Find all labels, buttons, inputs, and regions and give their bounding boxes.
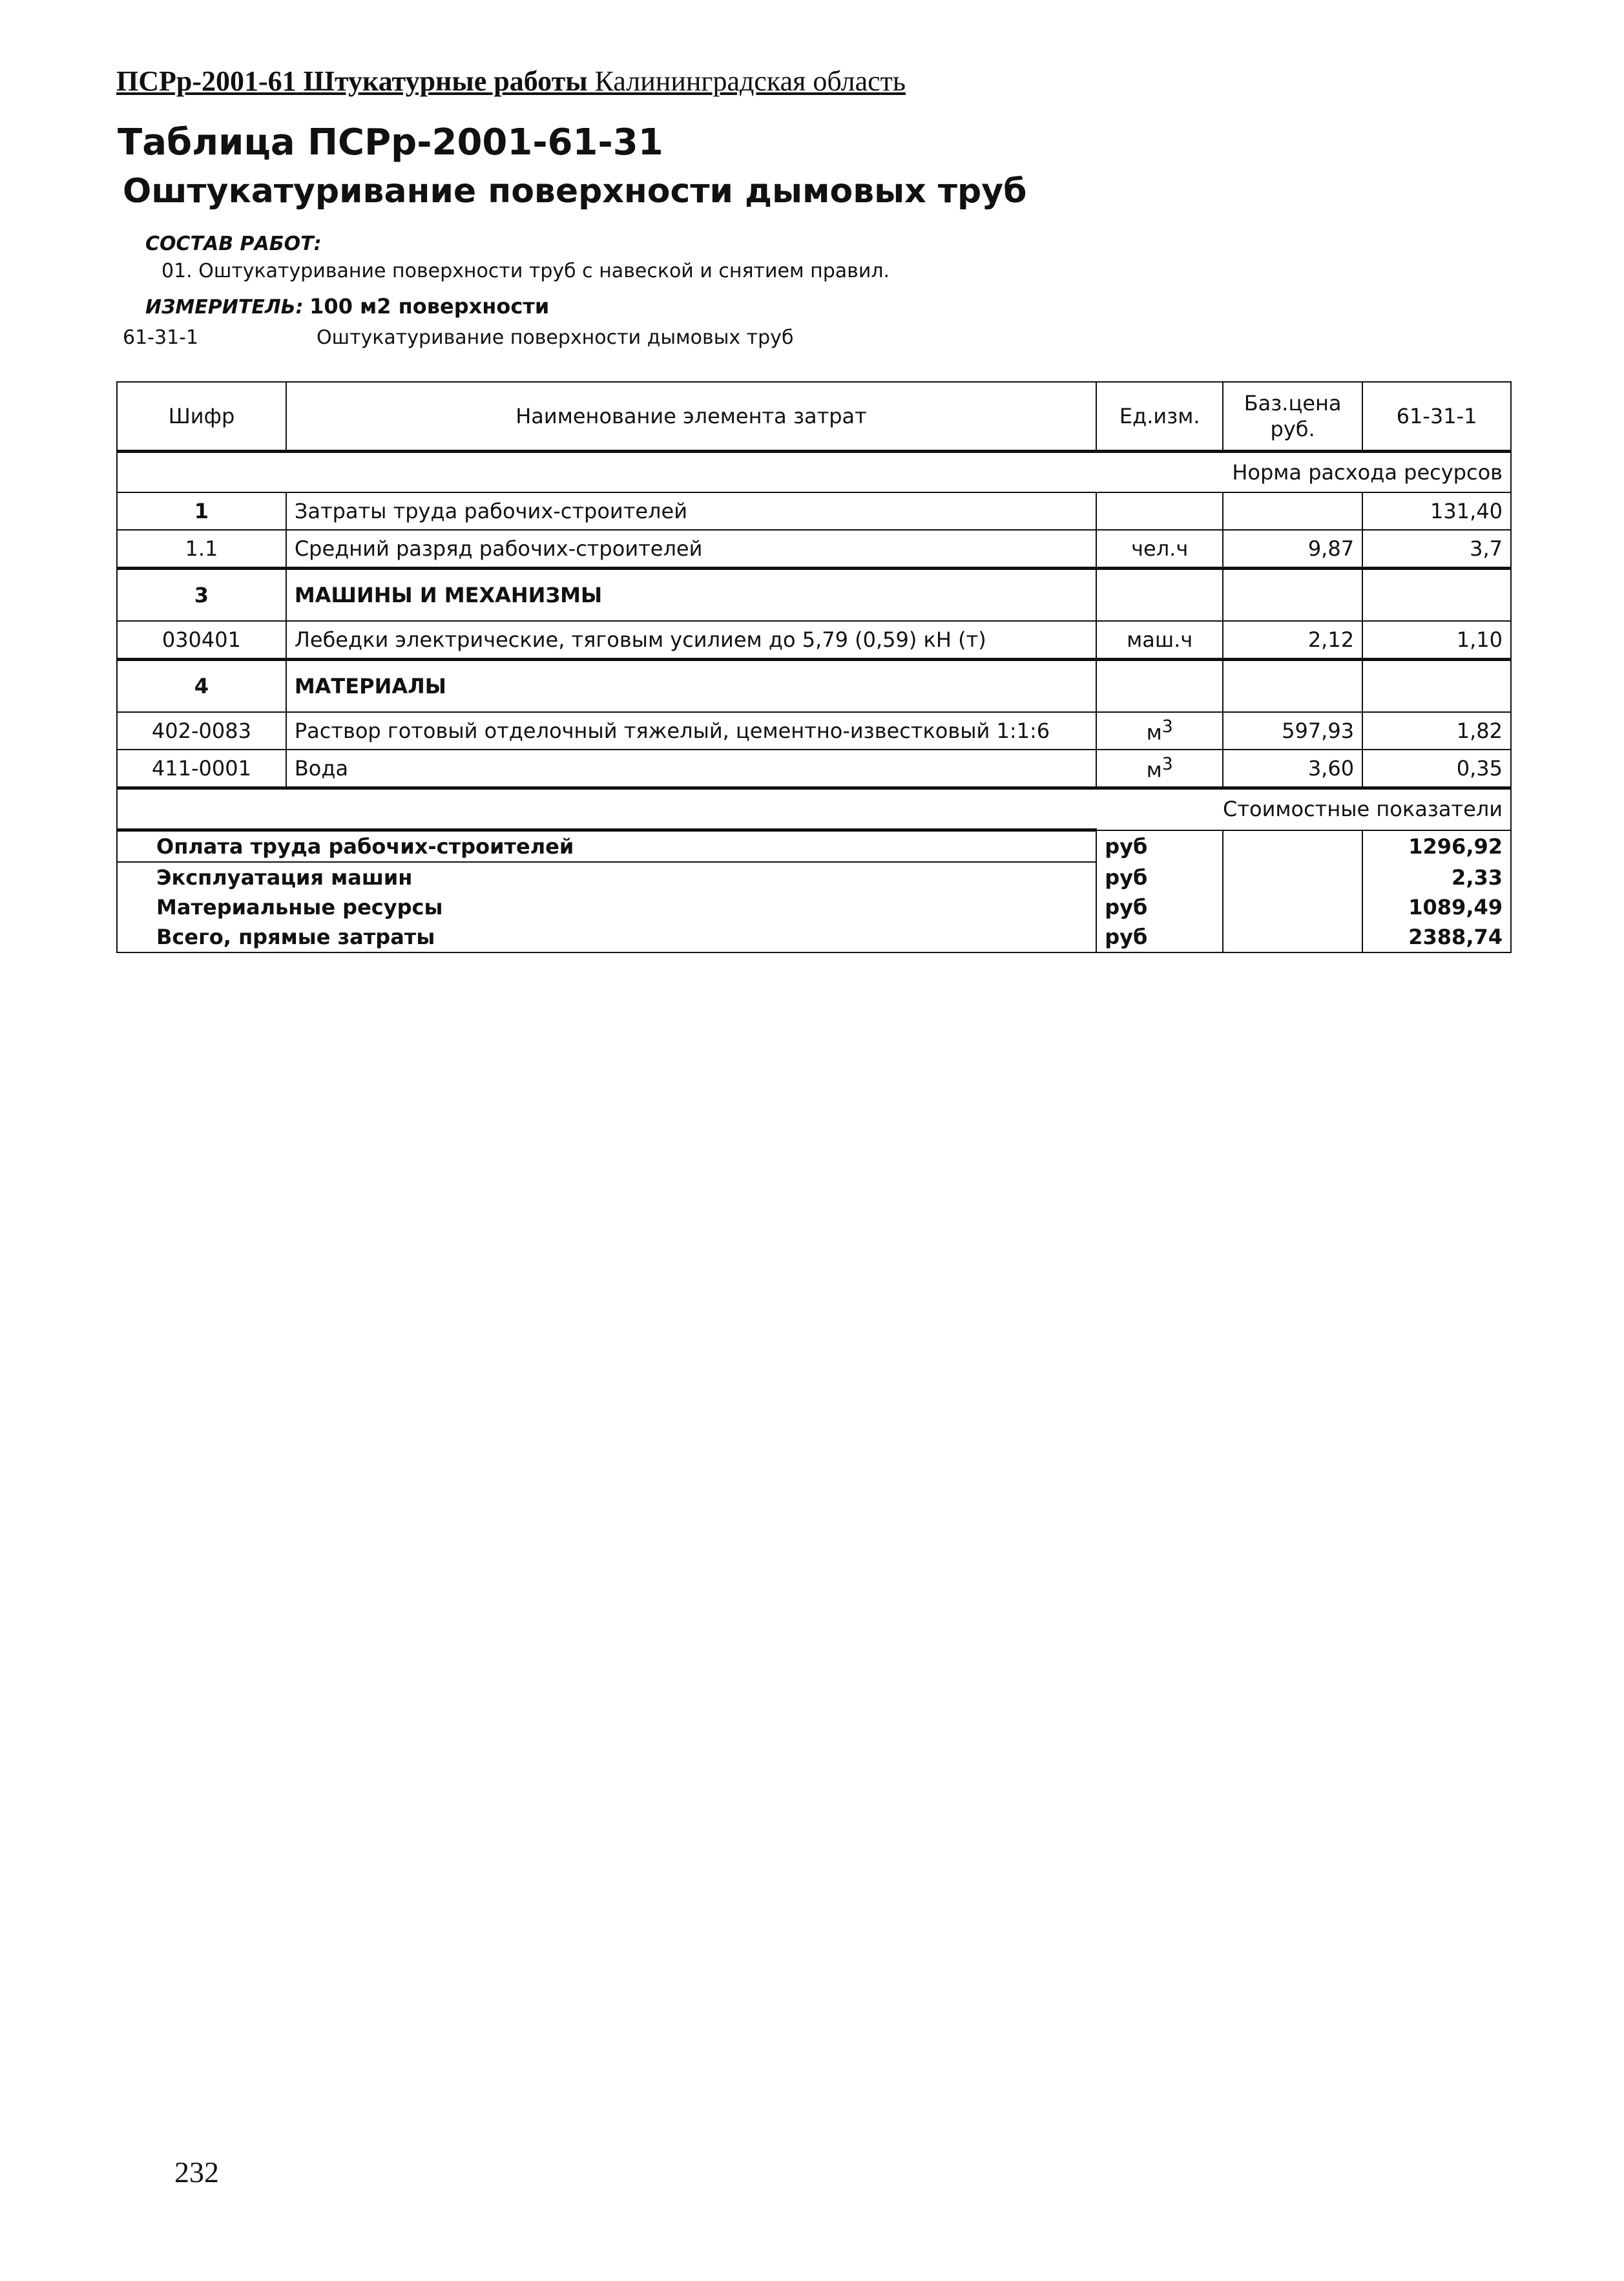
section-name: МАТЕРИАЛЫ <box>286 660 1096 713</box>
row-price: 597,93 <box>1223 712 1362 750</box>
summary-value: 2,33 <box>1362 862 1511 892</box>
table-row <box>117 492 1511 530</box>
row-unit <box>1096 712 1223 750</box>
summary-value: 1089,49 <box>1362 892 1511 922</box>
summary-unit: руб <box>1096 922 1223 952</box>
unit-sup: 3 <box>1161 717 1173 737</box>
cost-label: Стоимостные показатели <box>117 788 1511 830</box>
summary-row <box>117 862 1511 892</box>
row-value: 1,82 <box>1362 712 1511 750</box>
measure-label: ИЗМЕРИТЕЛЬ: <box>145 296 304 319</box>
empty-cell <box>1362 660 1511 713</box>
empty-cell <box>1223 830 1362 863</box>
section-name: МАШИНЫ И МЕХАНИЗМЫ <box>286 569 1096 622</box>
summary-unit: руб <box>1096 892 1223 922</box>
row-name: Затраты труда рабочих-строителей <box>286 492 1096 530</box>
row-price: 3,60 <box>1223 750 1362 788</box>
row-price: 9,87 <box>1223 530 1362 569</box>
summary-value: 2388,74 <box>1362 922 1511 952</box>
unit-sup: 3 <box>1161 754 1173 775</box>
composition-item: 01. Оштукатуривание поверхности труб с навеской и снятием правил. <box>161 260 890 282</box>
cost-table <box>116 381 1512 953</box>
row-code: 1 <box>117 492 286 530</box>
table-row <box>117 530 1511 569</box>
table-name: Оштукатуривание поверхности дымовых труб <box>123 172 1027 211</box>
header-price-cell <box>1223 382 1362 452</box>
rate-code: 61-31-1 <box>123 326 199 349</box>
empty-cell <box>1362 569 1511 622</box>
table-row <box>117 750 1511 788</box>
page-number: 232 <box>174 2156 219 2189</box>
header-name-cell: Наименование элемента затрат <box>286 382 1096 452</box>
summary-unit: руб <box>1096 862 1223 892</box>
row-unit <box>1096 492 1223 530</box>
row-value: 0,35 <box>1362 750 1511 788</box>
row-code: 1.1 <box>117 530 286 569</box>
running-header <box>116 65 906 98</box>
row-value: 3,7 <box>1362 530 1511 569</box>
summary-name: Оплата труда рабочих-строителей <box>117 830 1096 863</box>
empty-cell <box>1096 569 1223 622</box>
empty-cell <box>1096 660 1223 713</box>
header-rate-cell: 61-31-1 <box>1362 382 1511 452</box>
summary-row <box>117 922 1511 952</box>
rate-code-line <box>123 326 794 349</box>
measure-line <box>145 294 549 319</box>
composition-label: СОСТАВ РАБОТ: <box>145 233 322 255</box>
header-code-cell: Шифр <box>117 382 286 452</box>
row-name: Лебедки электрические, тяговым усилием до 5,79 (0,59) кН (т) <box>286 621 1096 660</box>
row-price: 2,12 <box>1223 621 1362 660</box>
summary-unit: руб <box>1096 830 1223 863</box>
table-title: Таблица ПСРр-2001-61-31 <box>118 121 663 163</box>
header-price-line2: руб. <box>1270 417 1315 441</box>
measure-value: 100 м2 поверхности <box>309 294 550 319</box>
empty-cell <box>1223 660 1362 713</box>
unit-text: м <box>1146 720 1162 745</box>
empty-cell <box>1223 922 1362 952</box>
summary-name: Эксплуатация машин <box>117 862 1096 892</box>
section-code: 3 <box>117 569 286 622</box>
table-header-row <box>117 382 1511 452</box>
summary-row <box>117 892 1511 922</box>
empty-cell <box>1223 862 1362 892</box>
empty-cell <box>1223 892 1362 922</box>
row-name: Вода <box>286 750 1096 788</box>
section-row-materials <box>117 660 1511 713</box>
rate-name: Оштукатуривание поверхности дымовых труб <box>317 326 794 349</box>
section-row-machines <box>117 569 1511 622</box>
header-unit-cell: Ед.изм. <box>1096 382 1223 452</box>
header-section: Штукатурные работы <box>303 65 588 97</box>
row-code: 411-0001 <box>117 750 286 788</box>
summary-name: Всего, прямые затраты <box>117 922 1096 952</box>
norm-label: Норма расхода ресурсов <box>117 452 1511 493</box>
row-value: 131,40 <box>1362 492 1511 530</box>
summary-row <box>117 830 1511 863</box>
row-value: 1,10 <box>1362 621 1511 660</box>
table-row <box>117 621 1511 660</box>
header-price-line1: Баз.цена <box>1244 391 1342 415</box>
header-code: ПСРр-2001-61 <box>116 65 297 97</box>
empty-cell <box>1223 569 1362 622</box>
row-unit <box>1096 750 1223 788</box>
row-code: 402-0083 <box>117 712 286 750</box>
table-row <box>117 712 1511 750</box>
row-name: Средний разряд рабочих-строителей <box>286 530 1096 569</box>
row-unit: чел.ч <box>1096 530 1223 569</box>
unit-text: м <box>1146 757 1162 783</box>
cost-label-row <box>117 788 1511 830</box>
section-code: 4 <box>117 660 286 713</box>
row-price <box>1223 492 1362 530</box>
norm-label-row <box>117 452 1511 493</box>
header-region: Калининградская область <box>594 65 906 97</box>
summary-name: Материальные ресурсы <box>117 892 1096 922</box>
row-code: 030401 <box>117 621 286 660</box>
row-name: Раствор готовый отделочный тяжелый, цементно-известковый 1:1:6 <box>286 712 1096 750</box>
summary-value: 1296,92 <box>1362 830 1511 863</box>
row-unit: маш.ч <box>1096 621 1223 660</box>
